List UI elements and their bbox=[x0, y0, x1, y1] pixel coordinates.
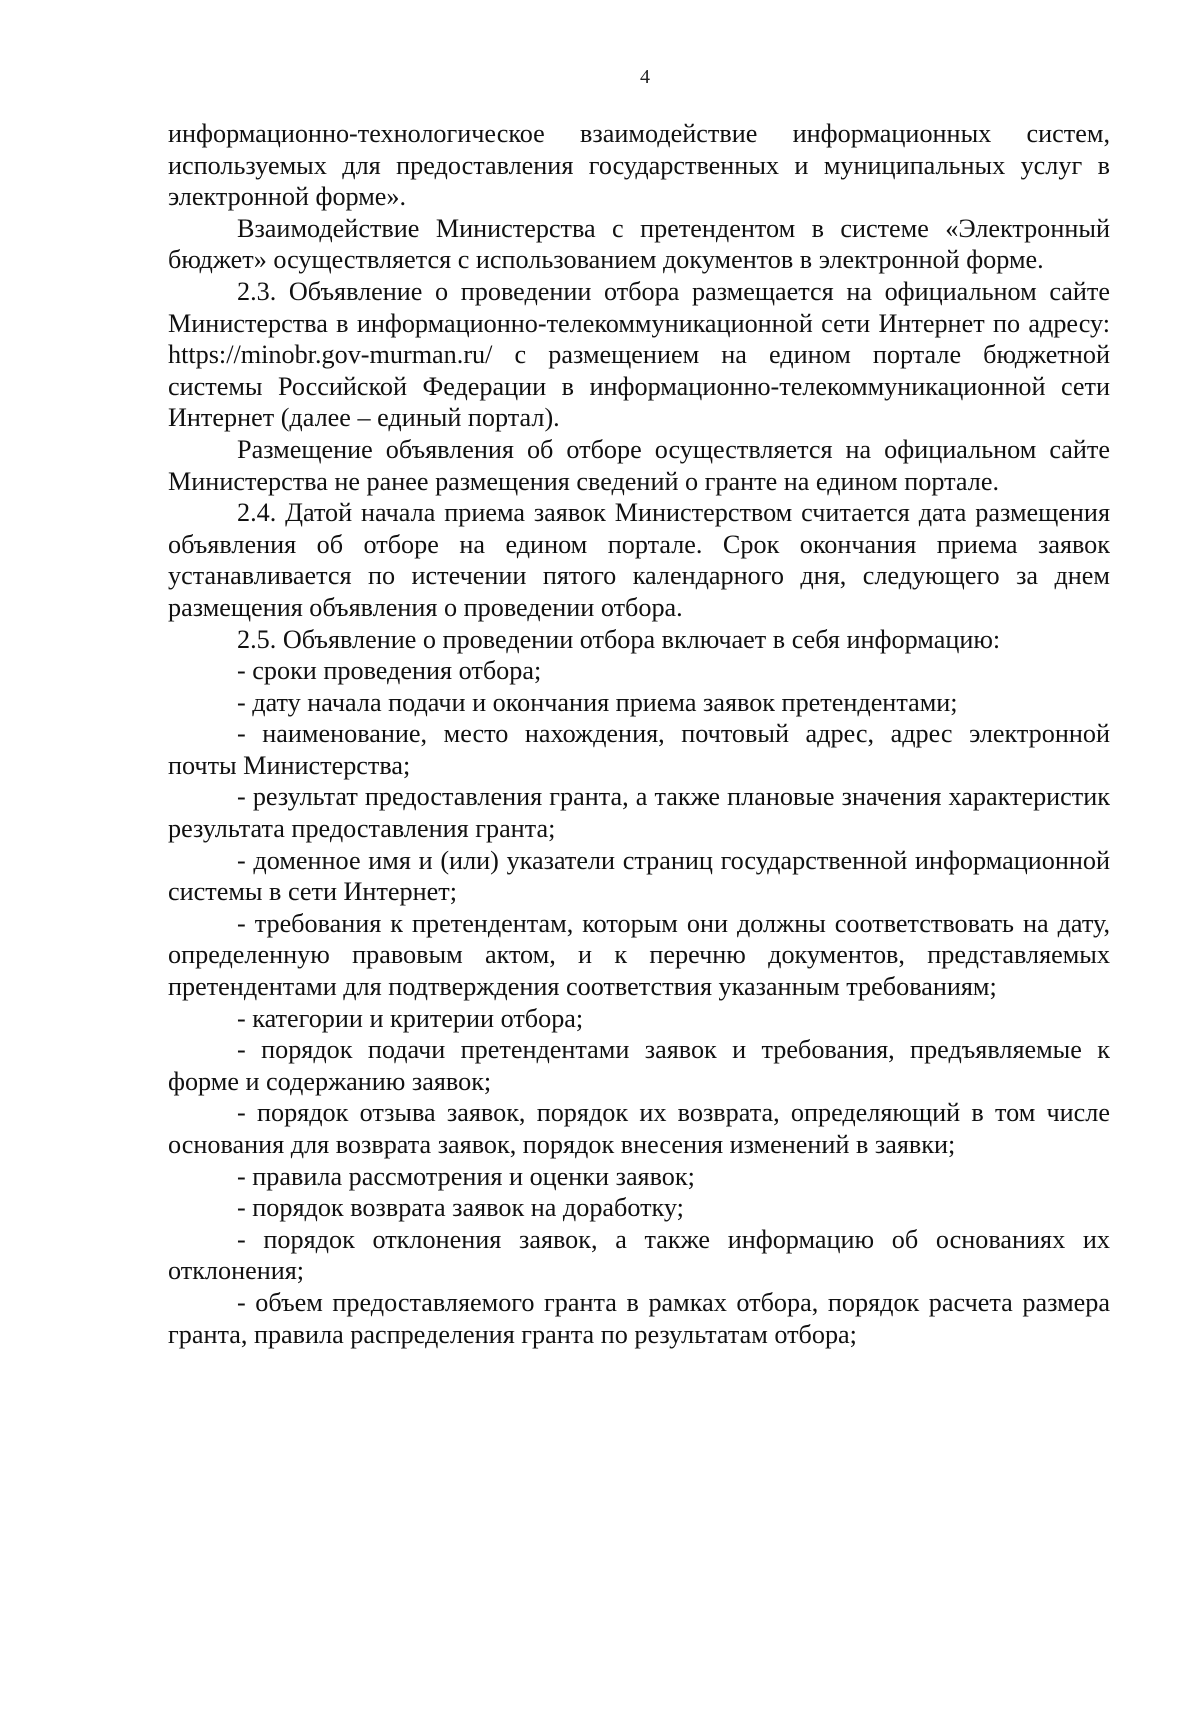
list-item: - порядок отзыва заявок, порядок их возврата, определяющий в том числе основания для возврата заявок, порядок внесения изменений в заявки; bbox=[168, 1098, 1110, 1159]
list-item: - категории и критерии отбора; bbox=[237, 1003, 584, 1033]
list-item: - порядок отклонения заявок, а также информацию об основаниях их отклонения; bbox=[168, 1224, 1110, 1286]
list-item: - сроки проведения отбора; bbox=[237, 656, 542, 686]
paragraph: информационно-технологическое взаимодействие информационных систем, используемых для предоставления государственных и муниципальных услуг в электронной форме». bbox=[168, 119, 1110, 212]
list-item: - наименование, место нахождения, почтовый адрес, адрес электронной почты Министерства; bbox=[168, 719, 1110, 780]
list-item: - объем предоставляемого гранта в рамках отбора, порядок расчета размера гранта, правила распределения гранта по результатам отбора; bbox=[168, 1287, 1110, 1349]
document-body bbox=[168, 118, 1110, 1350]
paragraph: 2.3. Объявление о проведении отбора размещается на официальном сайте Министерства в информационно-телекоммуникационной сети Интернет по адресу: https://minobr.gov-murman.ru/ с размещением на едином портале бюджетной системы Российской Федерации в информационно-телекоммуникационной сети Интернет (далее – единый портал). bbox=[168, 276, 1110, 433]
page-number: 4 bbox=[640, 66, 650, 88]
paragraph: Взаимодействие Министерства с претендентом в системе «Электронный бюджет» осуществляется с использованием документов в электронной форме. bbox=[168, 213, 1110, 275]
list-item: - дату начала подачи и окончания приема заявок претендентами; bbox=[237, 687, 958, 717]
list-item: - порядок подачи претендентами заявок и требования, предъявляемые к форме и содержанию заявок; bbox=[168, 1035, 1110, 1096]
list-item: - правила рассмотрения и оценки заявок; bbox=[237, 1161, 695, 1191]
list-item: - результат предоставления гранта, а также плановые значения характеристик результата предоставления гранта; bbox=[168, 782, 1110, 844]
paragraph: Размещение объявления об отборе осуществляется на официальном сайте Министерства не ранее размещения сведений о гранте на едином портале. bbox=[168, 434, 1110, 496]
paragraph: 2.5. Объявление о проведении отбора включает в себя информацию: bbox=[237, 624, 1001, 654]
list-item: - доменное имя и (или) указатели страниц государственной информационной системы в сети Интернет; bbox=[168, 845, 1110, 907]
list-item: - порядок возврата заявок на доработку; bbox=[237, 1193, 684, 1223]
list-item: - требования к претендентам, которым они должны соответствовать на дату, определенную правовым актом, и к перечню документов, представляемых претендентами для подтверждения соответствия указанным требованиям; bbox=[168, 908, 1110, 1002]
paragraph: 2.4. Датой начала приема заявок Министерством считается дата размещения объявления об отборе на едином портале. Срок окончания приема заявок устанавливается по истечении пятого календарного дня, следующего за днем размещения объявления о проведении отбора. bbox=[168, 498, 1110, 622]
